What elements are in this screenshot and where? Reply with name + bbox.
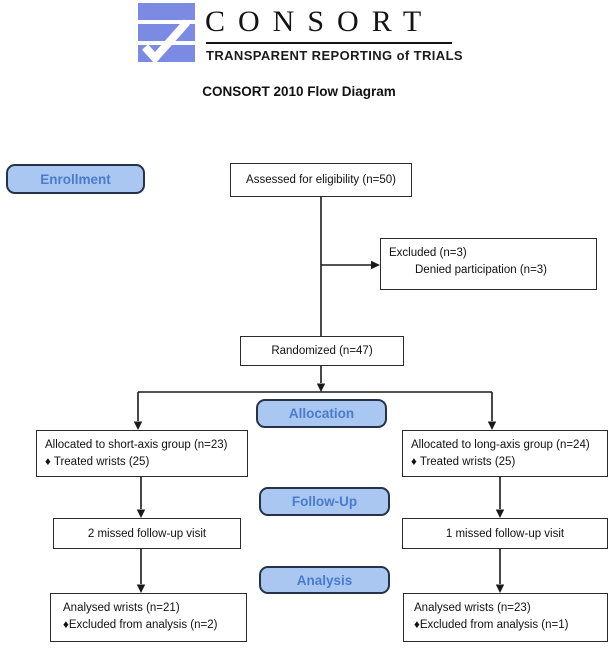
alloc-right-line1: Allocated to long-axis group (n=24) [411,439,590,451]
arrowhead-fu-right [496,510,504,519]
arrowhead-alloc-left [134,422,142,431]
fu-left-text: 2 missed follow-up visit [87,527,207,540]
stage-label-analysis: Analysis [259,566,390,594]
box-assessed-eligibility [230,163,412,197]
box-followup-left [53,518,241,549]
box-analysed-left [50,593,247,642]
arrowhead-split [317,384,325,393]
arrowhead-fu-left [137,510,145,519]
arrowhead-excluded [371,261,380,270]
excluded-line1: Excluded (n=3) [389,247,467,259]
box-allocated-short-axis [36,430,248,477]
an-left-line1: Analysed wrists (n=21) [63,602,180,614]
box-randomized [240,336,404,366]
alloc-left-line1: Allocated to short-axis group (n=23) [45,439,228,451]
box-followup-right [402,518,608,549]
brand-tagline: TRANSPARENT REPORTING of TRIALS [206,48,463,63]
an-right-line1: Analysed wrists (n=23) [414,602,531,614]
assessed-text: Assessed for eligibility (n=50) [246,174,396,186]
arrowhead-an-left [137,585,145,594]
box-excluded [380,238,597,290]
randomized-text: Randomized (n=47) [271,345,373,357]
alloc-left-line2: ♦ Treated wrists (25) [45,456,150,468]
fu-right-text: 1 missed follow-up visit [445,527,565,540]
arrowhead-an-right [496,585,504,594]
box-analysed-right [403,593,608,642]
arrowhead-alloc-right [488,422,496,431]
box-allocated-long-axis [402,430,608,477]
stage-label-enrollment: Enrollment [6,164,145,194]
brand-wordmark: CONSORT [205,5,435,38]
excluded-line2: Denied participation (n=3) [415,264,548,276]
an-right-line2: ♦Excluded from analysis (n=1) [414,619,569,631]
an-left-line2: ♦Excluded from analysis (n=2) [63,619,218,631]
stage-label-allocation: Allocation [256,399,387,428]
page-title: CONSORT 2010 Flow Diagram [202,84,396,99]
alloc-right-line2: ♦ Treated wrists (25) [411,456,516,468]
stage-label-followup: Follow-Up [259,487,390,516]
